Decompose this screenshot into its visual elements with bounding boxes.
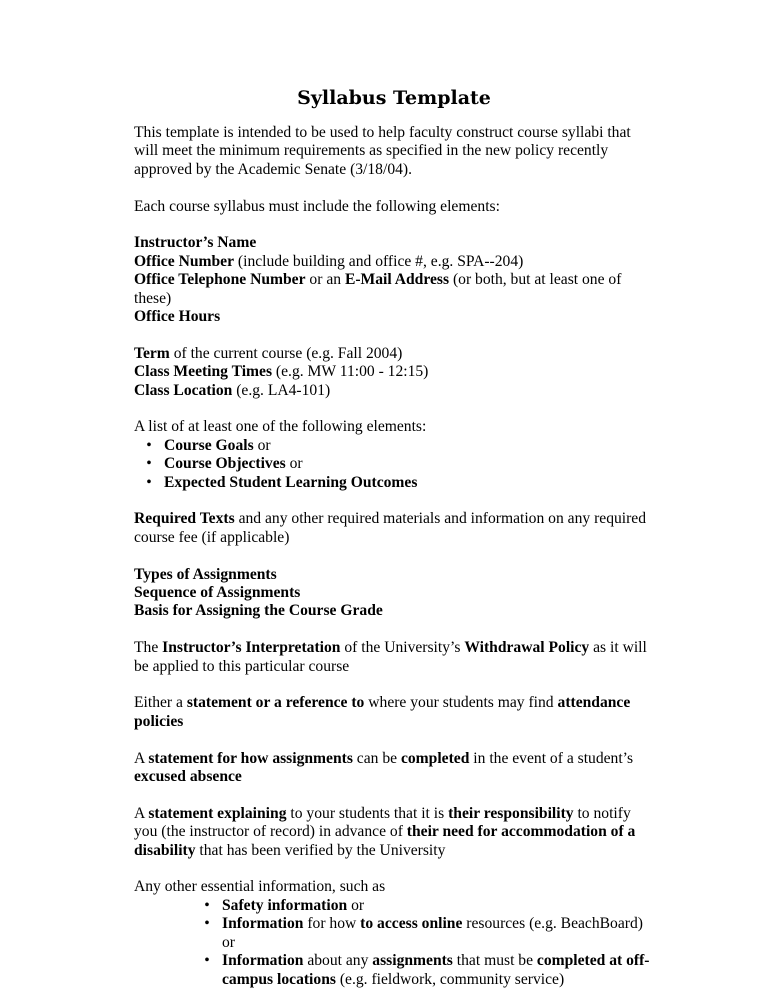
other-info-lead: Any other essential information, such as xyxy=(134,878,386,896)
goal-item-label: Course Goals xyxy=(164,436,254,454)
goal-item-label: Expected Student Learning Outcomes xyxy=(164,473,418,491)
term-note: of the current course (e.g. Fall 2004) xyxy=(169,344,403,362)
attendance-bold-1: statement or a reference to xyxy=(186,694,365,712)
disability-paragraph xyxy=(134,805,654,860)
other-item-bold: Information xyxy=(222,915,304,933)
withdrawal-bold-2: Withdrawal Policy xyxy=(464,639,590,657)
class-location-line xyxy=(134,382,654,400)
absence-text-1: A xyxy=(134,749,149,767)
attendance-text-2: where your students may find xyxy=(364,694,558,712)
other-item-bold: Information xyxy=(222,952,304,970)
bullet-icon: • xyxy=(204,896,210,914)
goal-item-suffix: or xyxy=(253,436,271,454)
bullet-icon: • xyxy=(204,915,210,933)
other-item-text: about any xyxy=(303,952,373,970)
meeting-times-note: (e.g. MW 11:00 - 12:15) xyxy=(272,363,429,381)
absence-bold-2: completed xyxy=(400,749,470,767)
instructor-name-line xyxy=(134,234,654,252)
list-item xyxy=(140,437,654,455)
disability-text-2: to your students that it is xyxy=(286,804,449,822)
other-item-bold: completed at off-campus locations xyxy=(222,952,650,988)
instructor-name-label: Instructor’s Name xyxy=(134,234,257,252)
intro-paragraph: This template is intended to be used to help faculty construct course syllabi that will meet the minimum requirements as specified in the new policy recently approved by the Academic Senate (3/18/04). xyxy=(134,124,631,178)
term-label: Term xyxy=(134,344,170,362)
other-item-bold: Safety information xyxy=(222,896,348,914)
document-title: Syllabus Template xyxy=(297,87,491,109)
list-item xyxy=(198,897,654,915)
office-hours-line xyxy=(134,308,654,326)
other-info-block xyxy=(134,878,654,988)
disability-bold-1: statement explaining xyxy=(148,804,287,822)
office-number-note: (include building and office #, e.g. SPA--204) xyxy=(234,252,524,270)
lead-paragraph: Each course syllabus must include the following elements: xyxy=(134,197,500,215)
other-item-text: for how xyxy=(303,915,361,933)
phone-label: Office Telephone Number xyxy=(134,271,306,289)
bullet-icon: • xyxy=(146,455,152,473)
absence-bold-3: excused absence xyxy=(134,768,242,786)
goals-block xyxy=(134,418,654,492)
other-item-bold: to access online xyxy=(360,915,463,933)
list-item xyxy=(198,915,654,952)
other-item-text: or xyxy=(347,896,365,914)
withdrawal-text-3: as it will be applied to this particular course xyxy=(134,639,647,675)
meeting-times-line xyxy=(134,363,654,381)
attendance-bold-2: attendance policies xyxy=(134,694,631,730)
attendance-paragraph xyxy=(134,694,654,731)
office-number-label: Office Number xyxy=(134,252,235,270)
list-item xyxy=(140,474,654,492)
withdrawal-text-1: The xyxy=(134,639,163,657)
email-note: (or both, but at least one of these) xyxy=(134,271,622,307)
instructor-block xyxy=(134,234,654,326)
disability-text-3: to notify you (the instructor of record) in advance of xyxy=(134,804,631,841)
absence-bold-1: statement for how assignments xyxy=(148,749,353,767)
other-item-text: (e.g. fieldwork, community service) xyxy=(335,970,565,988)
goal-item-suffix: or xyxy=(285,455,303,473)
meeting-times-label: Class Meeting Times xyxy=(134,363,273,381)
required-texts-label: Required Texts xyxy=(134,510,235,528)
withdrawal-text-2: of the University’s xyxy=(340,639,465,657)
term-line xyxy=(134,345,654,363)
attendance-text-1: Either a xyxy=(134,694,187,712)
absence-text-2: can be xyxy=(352,749,401,767)
list-item xyxy=(140,455,654,473)
other-item-bold: assignments xyxy=(372,952,453,970)
assignment-sequence-label: Sequence of Assignments xyxy=(134,584,301,602)
disability-bold-2: their responsibility xyxy=(448,804,574,822)
document-body xyxy=(134,86,654,1007)
assignment-types-label: Types of Assignments xyxy=(134,565,277,583)
absence-paragraph xyxy=(134,750,654,787)
class-location-label: Class Location xyxy=(134,381,233,399)
other-item-text: that must be xyxy=(452,952,537,970)
email-label: E-Mail Address xyxy=(344,271,450,289)
bullet-icon: • xyxy=(204,952,210,970)
assignments-block xyxy=(134,566,654,621)
phone-email-line xyxy=(134,271,654,308)
list-item xyxy=(198,952,654,989)
phone-or-text: or an xyxy=(305,271,345,289)
disability-bold-3: their need for accommodation of a disability xyxy=(134,823,636,859)
withdrawal-bold-1: Instructor’s Interpretation xyxy=(162,639,341,657)
grade-basis-label: Basis for Assigning the Course Grade xyxy=(134,602,383,620)
goal-item-label: Course Objectives xyxy=(164,455,286,473)
disability-text-4: that has been verified by the University xyxy=(195,841,446,859)
other-info-list xyxy=(134,897,654,989)
disability-text-1: A xyxy=(134,804,149,822)
bullet-icon: • xyxy=(146,436,152,454)
required-texts-paragraph xyxy=(134,510,654,547)
office-number-line xyxy=(134,253,654,271)
goals-list xyxy=(134,437,654,492)
other-item-text: resources (e.g. BeachBoard) or xyxy=(222,915,643,951)
course-block xyxy=(134,345,654,400)
bullet-icon: • xyxy=(146,473,152,491)
absence-text-3: in the event of a student’s xyxy=(469,749,634,767)
office-hours-label: Office Hours xyxy=(134,308,221,326)
withdrawal-paragraph xyxy=(134,639,654,676)
class-location-note: (e.g. LA4-101) xyxy=(232,381,331,399)
required-texts-note: and any other required materials and information on any required course fee (if applicable) xyxy=(134,510,647,546)
goals-lead: A list of at least one of the following elements: xyxy=(134,418,427,436)
